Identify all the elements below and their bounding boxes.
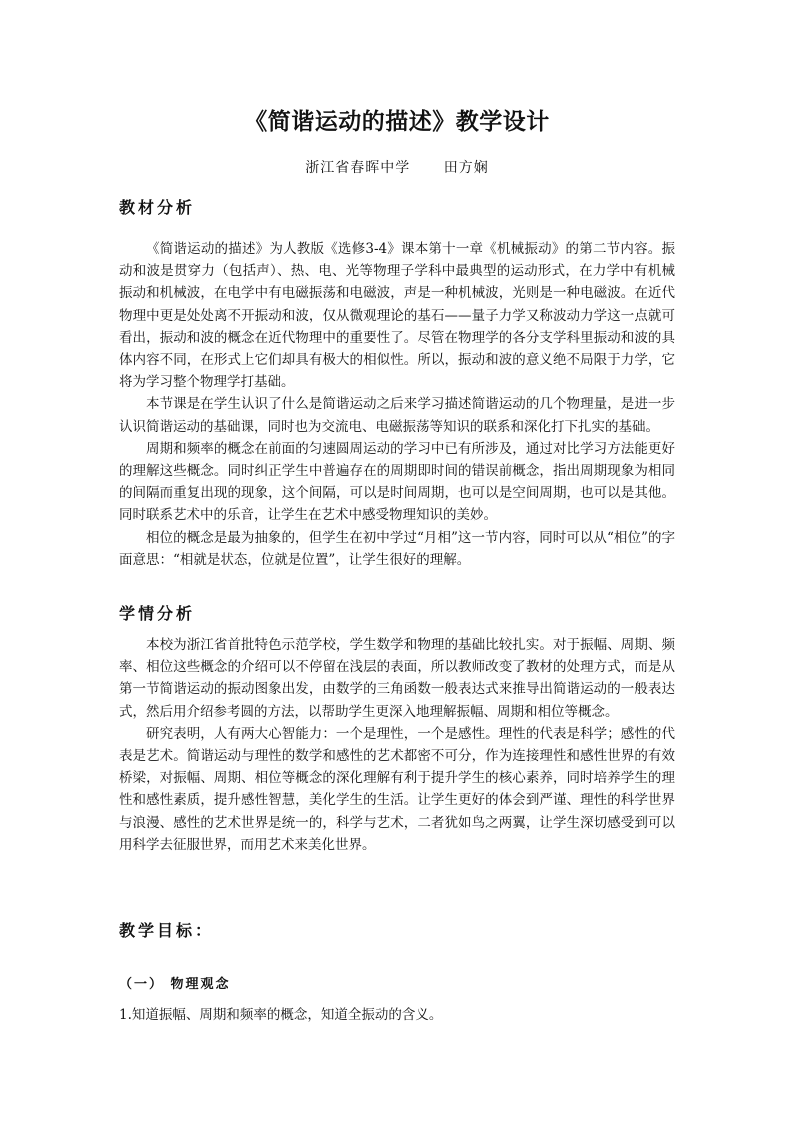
objective-item-1: 1.知道振幅、周期和频率的概念，知道全振动的含义。 (119, 1007, 443, 1023)
document-title: 《简谐运动的描述》教学设计 (244, 109, 550, 135)
paragraph: 周期和频率的概念在前面的匀速圆周运动的学习中已有所涉及，通过对比学习方法能更好的理解这些概念。同时纠正学生中普遍存在的周期即时间的错误前概念，指出周期现象为相同的间隔而重复出现的现象，这个间隔，可以是时间周期，也可以是空间周期，也可以是其他。同时联系艺术中的乐音，让学生在艺术中感受物理知识的美妙。 (119, 440, 675, 524)
paragraph: 本节课是在学生认识了什么是简谐运动之后来学习描述简谐运动的几个物理量，是进一步认识简谐运动的基础课，同时也为交流电、电磁振荡等知识的联系和深化打下扎实的基础。 (119, 396, 675, 435)
paragraph: 研究表明，人有两大心智能力：一个是理性，一个是感性。理性的代表是科学；感性的代表是艺术。简谐运动与理性的数学和感性的艺术都密不可分，作为连接理性和感性世界的有效桥梁，对振幅、周期、相位等概念的深化理解有利于提升学生的核心素养，同时培养学生的理性和感性素质，提升感性智慧，美化学生的生活。让学生更好的体会到严谨、理性的科学世界与浪漫、感性的艺术世界是统一的，科学与艺术，二者犹如鸟之两翼，让学生深切感受到可以用科学去征服世界，而用艺术来美化世界。 (119, 725, 675, 853)
section-heading-student-analysis: 学情分析 (119, 604, 196, 623)
author-line (0, 157, 794, 177)
author-school: 浙江省春晖中学 (305, 160, 411, 176)
section-heading-textbook-analysis: 教材分析 (119, 198, 196, 217)
paragraph: 本校为浙江省首批特色示范学校，学生数学和物理的基础比较扎实。对于振幅、周期、频率、相位这些概念的介绍可以不停留在浅层的表面，所以教师改变了教材的处理方式，而是从第一节简谐运动的振动图象出发，由数学的三角函数一般表达式来推导出简谐运动的一般表达式，然后用介绍参考圆的方法，以帮助学生更深入地理解振幅、周期和相位等概念。 (119, 637, 675, 720)
section-textbook-analysis (119, 238, 675, 571)
paragraph: 《简谐运动的描述》为人教版《选修3-4》课本第十一章《机械振动》的第二节内容。振动和波是贯穿力（包括声）、热、电、光等物理子学科中最典型的运动形式，在力学中有机械振动和机械波，在电学中有电磁振荡和电磁波，声是一种机械波，光则是一种电磁波。在近代物理中更是处处离不开振动和波，仅从微观理论的基石——量子力学又称波动力学这一点就可看出，振动和波的概念在近代物理中的重要性了。尽管在物理学的各分支学科里振动和波的具体内容不同，在形式上它们却具有极大的相似性。所以，振动和波的意义绝不局限于力学，它将为学习整个物理学打基础。 (119, 241, 675, 391)
author-name: 田方娴 (443, 160, 489, 176)
subheading-physics-concepts: （一） 物理观念 (119, 977, 231, 992)
section-student-analysis (119, 634, 675, 856)
paragraph: 相位的概念是最为抽象的，但学生在初中学过“月相”这一节内容，同时可以从“相位”的字面意思：“相就是状态，位就是位置”，让学生很好的理解。 (119, 529, 675, 568)
section-heading-teaching-objectives: 教学目标： (119, 921, 215, 940)
